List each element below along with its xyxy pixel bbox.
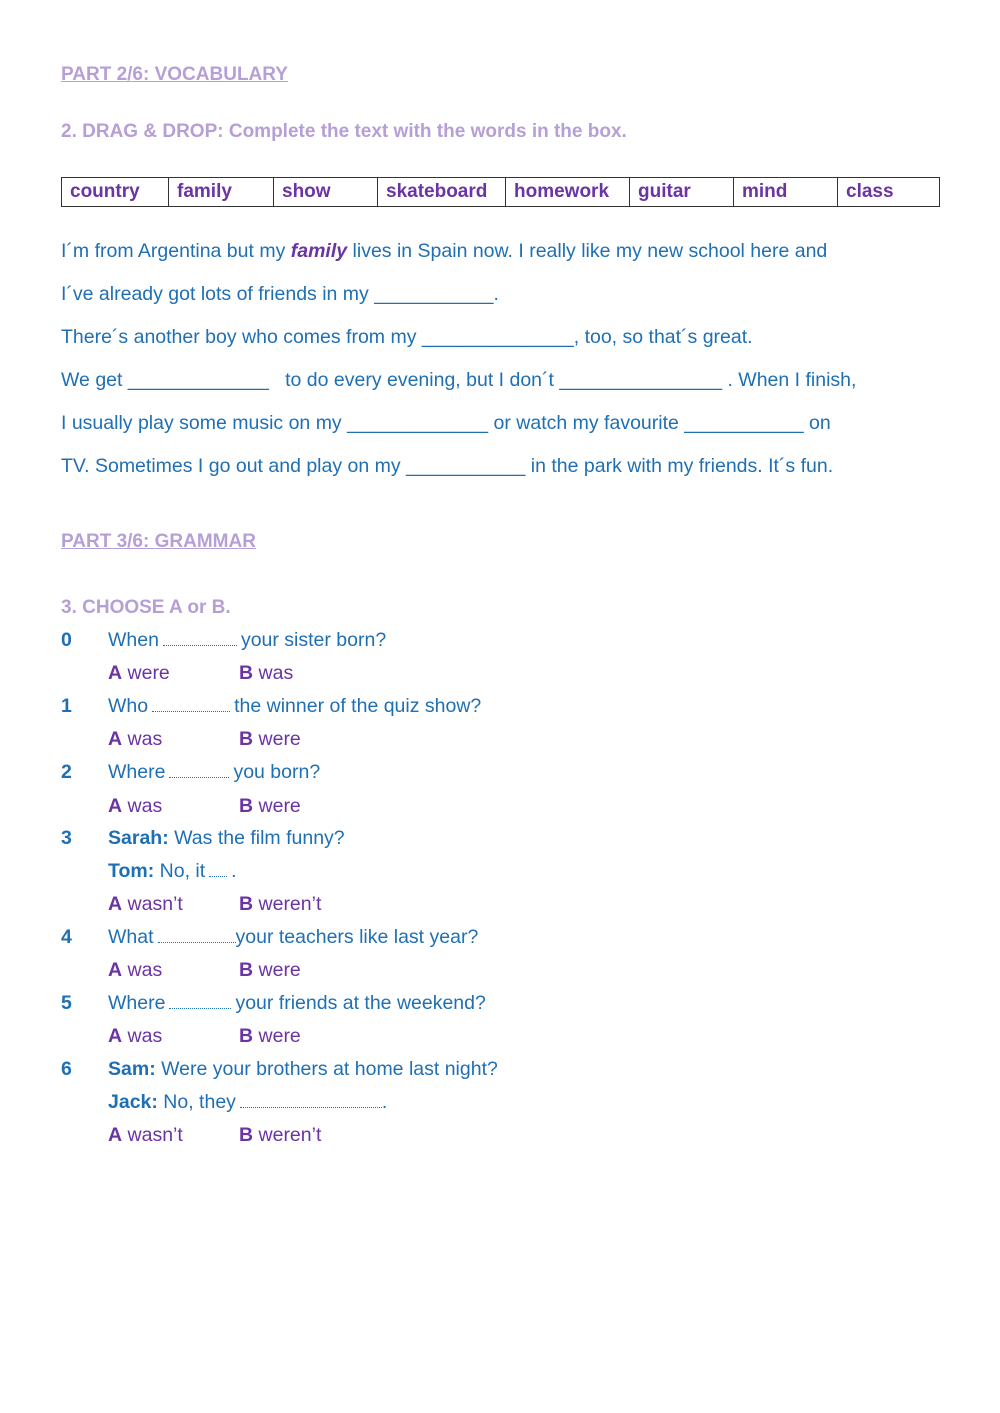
answer-gap[interactable] [152, 695, 230, 712]
question-number: 2 [61, 761, 72, 783]
filled-answer[interactable]: family [290, 240, 348, 262]
option-text: wasn’t [127, 1124, 183, 1146]
answer-gap[interactable] [240, 1091, 382, 1108]
question-number: 0 [61, 629, 72, 651]
drop-blank[interactable]: _______________ [559, 369, 723, 391]
question-pre: Where [108, 761, 166, 783]
word-box [61, 177, 940, 207]
dialogue-text: No, it [159, 860, 206, 882]
question-pre: Where [108, 992, 166, 1014]
option-a[interactable] [108, 1124, 183, 1147]
option-text: were [258, 1025, 301, 1047]
drop-blank[interactable]: ______________ [421, 326, 574, 348]
text-line [61, 455, 833, 478]
question-number: 5 [61, 992, 72, 1014]
dialogue-text: Was the film funny? [174, 827, 345, 849]
option-a[interactable] [108, 959, 162, 982]
question-text [108, 761, 320, 784]
dialogue-line [108, 1091, 387, 1114]
part2-instruction: 2. DRAG & DROP: Complete the text with the words in the box. [61, 121, 627, 142]
question-text [108, 695, 481, 718]
speaker-name: Tom: [108, 860, 155, 882]
option-text: were [258, 728, 301, 750]
option-text: were [258, 795, 301, 817]
option-label: B [239, 1025, 254, 1047]
word-tile[interactable]: homework [506, 178, 630, 207]
question-post: your teachers like last year? [235, 926, 479, 948]
dialogue-text: Were your brothers at home last night? [161, 1058, 498, 1080]
text-fragment: to do every evening, but I don´t [268, 369, 560, 391]
text-line [61, 412, 831, 435]
option-label: B [239, 728, 254, 750]
text-fragment: There´s another boy who comes from my [61, 326, 422, 348]
drop-blank[interactable]: ___________ [684, 412, 804, 434]
option-label: B [239, 795, 254, 817]
word-tile[interactable]: family [169, 178, 274, 207]
question-number: 3 [61, 827, 72, 849]
option-text: was [127, 728, 163, 750]
word-tile[interactable]: mind [734, 178, 838, 207]
option-b[interactable] [239, 959, 301, 982]
word-tile[interactable]: show [274, 178, 378, 207]
option-label: A [108, 959, 123, 981]
dialogue-text: . [381, 1091, 388, 1113]
option-text: was [127, 959, 163, 981]
option-a[interactable] [108, 893, 183, 916]
word-tile[interactable]: guitar [630, 178, 734, 207]
dialogue-line [108, 827, 345, 850]
option-text: was [127, 795, 163, 817]
text-fragment: I´ve already got lots of friends in my [61, 283, 375, 305]
option-text: were [258, 959, 301, 981]
answer-gap[interactable] [169, 992, 231, 1009]
option-b[interactable] [239, 662, 293, 685]
answer-gap[interactable] [163, 629, 237, 646]
drop-blank[interactable]: _____________ [127, 369, 269, 391]
question-pre: When [108, 629, 159, 651]
question-post: the winner of the quiz show? [234, 695, 482, 717]
question-text [108, 629, 386, 652]
question-post: you born? [233, 761, 321, 783]
dialogue-line [108, 860, 237, 883]
text-fragment: I usually play some music on my [61, 412, 348, 434]
question-number: 6 [61, 1058, 72, 1080]
option-b[interactable] [239, 728, 301, 751]
option-a[interactable] [108, 795, 162, 818]
option-a[interactable] [108, 1025, 162, 1048]
text-fragment: on [803, 412, 831, 434]
word-tile[interactable]: skateboard [378, 178, 506, 207]
option-text: were [127, 662, 170, 684]
answer-gap[interactable] [169, 761, 229, 778]
question-post: your friends at the weekend? [235, 992, 486, 1014]
drop-blank[interactable]: _____________ [347, 412, 489, 434]
text-line [61, 283, 499, 306]
option-text: wasn’t [127, 893, 183, 915]
option-label: B [239, 959, 254, 981]
dialogue-line [108, 1058, 498, 1081]
option-b[interactable] [239, 795, 301, 818]
text-line [61, 240, 827, 263]
dialogue-text: No, they [163, 1091, 236, 1113]
text-fragment: in the park with my friends. It´s fun. [525, 455, 834, 477]
option-text: weren’t [258, 893, 322, 915]
option-label: A [108, 893, 123, 915]
option-label: A [108, 795, 123, 817]
option-label: A [108, 662, 123, 684]
option-label: B [239, 662, 254, 684]
option-text: was [258, 662, 294, 684]
text-fragment: I´m from Argentina but my [61, 240, 291, 262]
question-number: 4 [61, 926, 72, 948]
part2-heading: PART 2/6: VOCABULARY [61, 64, 288, 85]
option-text: was [127, 1025, 163, 1047]
word-tile[interactable]: country [62, 178, 169, 207]
speaker-name: Sarah: [108, 827, 169, 849]
question-text [108, 992, 486, 1015]
option-label: B [239, 1124, 254, 1146]
option-label: A [108, 1025, 123, 1047]
text-line [61, 369, 856, 392]
option-text: weren’t [258, 1124, 322, 1146]
text-fragment: TV. Sometimes I go out and play on my [61, 455, 407, 477]
speaker-name: Jack: [108, 1091, 158, 1113]
option-a[interactable] [108, 728, 162, 751]
question-number: 1 [61, 695, 72, 717]
part3-heading: PART 3/6: GRAMMAR [61, 531, 256, 552]
text-line [61, 326, 753, 349]
answer-gap[interactable] [209, 860, 227, 877]
option-b[interactable] [239, 893, 321, 916]
text-fragment: , too, so that´s great. [573, 326, 753, 348]
option-label: A [108, 1124, 123, 1146]
answer-gap[interactable] [158, 926, 236, 943]
text-fragment: . [493, 283, 499, 305]
word-tile[interactable]: class [838, 178, 940, 207]
option-b[interactable] [239, 1025, 301, 1048]
text-fragment: lives in Spain now. I really like my new school here and [347, 240, 828, 262]
part3-instruction: 3. CHOOSE A or B. [61, 597, 231, 618]
option-a[interactable] [108, 662, 170, 685]
text-fragment: . When I finish, [722, 369, 857, 391]
question-post: your sister born? [240, 629, 387, 651]
option-label: B [239, 893, 254, 915]
drop-blank[interactable]: ___________ [374, 283, 494, 305]
speaker-name: Sam: [108, 1058, 156, 1080]
option-label: A [108, 728, 123, 750]
option-b[interactable] [239, 1124, 321, 1147]
text-fragment: We get [61, 369, 128, 391]
text-fragment: or watch my favourite [488, 412, 685, 434]
question-text [108, 926, 478, 949]
dialogue-text: . [231, 860, 237, 882]
question-pre: Who [108, 695, 149, 717]
question-pre: What [108, 926, 154, 948]
drop-blank[interactable]: ___________ [406, 455, 526, 477]
